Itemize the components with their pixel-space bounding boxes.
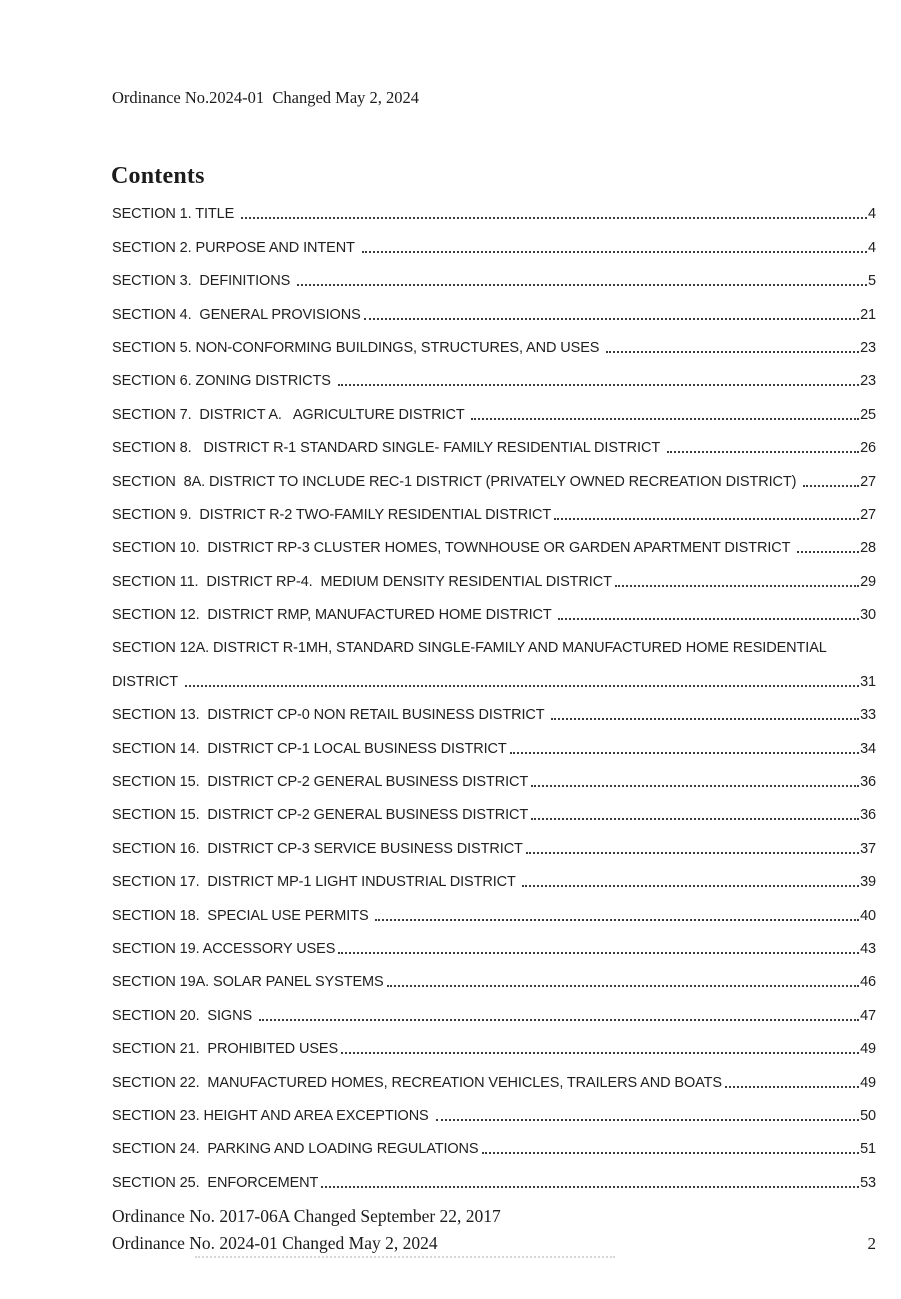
toc-dot-leader: [615, 585, 859, 587]
toc-entry-label: SECTION 5. NON-CONFORMING BUILDINGS, STRUCTURES, AND USES: [112, 339, 604, 356]
toc-entry-page-number: 34: [860, 740, 876, 757]
toc-entry: [112, 990, 876, 1023]
toc-entry-page-number: 4: [868, 206, 876, 223]
toc-entry: [112, 790, 876, 823]
table-of-contents: [112, 189, 876, 1191]
toc-entry: [112, 456, 876, 489]
toc-dot-leader: [341, 1052, 859, 1054]
toc-dot-leader: [667, 451, 859, 453]
toc-entry-label: SECTION 24. PARKING AND LOADING REGULATIONS: [112, 1141, 479, 1158]
footer-ordinance-line-2: Ordinance No. 2024-01 Changed May 2, 2024: [112, 1233, 438, 1253]
toc-entry: [112, 356, 876, 389]
toc-entry-label: SECTION 15. DISTRICT CP-2 GENERAL BUSINESS DISTRICT: [112, 807, 529, 824]
toc-entry-page-number: 51: [860, 1141, 876, 1158]
toc-entry-page-number: 23: [860, 373, 876, 390]
toc-entry-label: SECTION 14. DISTRICT CP-1 LOCAL BUSINESS DISTRICT: [112, 740, 507, 757]
toc-entry: [112, 1024, 876, 1057]
toc-dot-leader: [338, 952, 859, 954]
toc-entry-label: DISTRICT: [112, 673, 182, 690]
toc-entry-page-number: 37: [860, 840, 876, 857]
toc-entry-page-number: 27: [860, 473, 876, 490]
toc-entry-label: SECTION 4. GENERAL PROVISIONS: [112, 306, 361, 323]
toc-entry: [112, 957, 876, 990]
toc-entry-label: SECTION 8A. DISTRICT TO INCLUDE REC-1 DISTRICT (PRIVATELY OWNED RECREATION DISTRICT): [112, 473, 801, 490]
toc-dot-leader: [259, 1019, 859, 1021]
page-number: 2: [867, 1234, 876, 1253]
toc-entry-page-number: 39: [860, 874, 876, 891]
toc-entry: [112, 323, 876, 356]
toc-entry-label: SECTION 21. PROHIBITED USES: [112, 1041, 339, 1058]
toc-dot-leader: [606, 351, 859, 353]
toc-dot-leader: [531, 785, 859, 787]
toc-entry-page-number: 36: [860, 774, 876, 791]
toc-entry: [112, 590, 876, 623]
page-footer: [112, 1203, 876, 1257]
toc-entry-page-number: 29: [860, 573, 876, 590]
toc-entry: [112, 1057, 876, 1090]
header-ordinance-line: Ordinance No.2024-01 Changed May 2, 2024: [112, 88, 420, 107]
toc-dot-leader: [526, 852, 859, 854]
toc-entry-page-number: 53: [860, 1174, 876, 1191]
toc-entry: [112, 256, 876, 289]
toc-entry: [112, 757, 876, 790]
toc-entry-page-number: 27: [860, 506, 876, 523]
toc-dot-leader: [554, 518, 859, 520]
toc-entry: [112, 656, 876, 689]
toc-entry-label: SECTION 11. DISTRICT RP-4. MEDIUM DENSITY RESIDENTIAL DISTRICT: [112, 573, 612, 590]
toc-entry-label: SECTION 13. DISTRICT CP-0 NON RETAIL BUSINESS DISTRICT: [112, 707, 549, 724]
toc-dot-leader: [185, 685, 859, 687]
toc-entry-label: SECTION 23. HEIGHT AND AREA EXCEPTIONS: [112, 1107, 433, 1124]
toc-entry-label: SECTION 7. DISTRICT A. AGRICULTURE DISTRICT: [112, 406, 469, 423]
toc-entry-label: SECTION 10. DISTRICT RP-3 CLUSTER HOMES, TOWNHOUSE OR GARDEN APARTMENT DISTRICT: [112, 540, 795, 557]
toc-entry-page-number: 33: [860, 707, 876, 724]
toc-entry-label: SECTION 19A. SOLAR PANEL SYSTEMS: [112, 974, 384, 991]
toc-entry: [112, 556, 876, 589]
toc-entry: [112, 490, 876, 523]
toc-entry-label: SECTION 2. PURPOSE AND INTENT: [112, 239, 359, 256]
toc-entry-page-number: 26: [860, 440, 876, 457]
toc-dot-leader: [725, 1086, 859, 1088]
toc-dot-leader: [797, 551, 859, 553]
toc-entry: [112, 523, 876, 556]
toc-dot-leader: [321, 1186, 859, 1188]
toc-entry: [112, 1124, 876, 1157]
toc-dot-leader: [522, 885, 859, 887]
toc-entry-page-number: 49: [860, 1041, 876, 1058]
toc-dot-leader: [803, 485, 859, 487]
toc-entry: [112, 924, 876, 957]
toc-entry-page-number: 40: [860, 907, 876, 924]
toc-entry-label: SECTION 20. SIGNS: [112, 1007, 256, 1024]
toc-entry-page-number: 47: [860, 1007, 876, 1024]
toc-entry-label: SECTION 12. DISTRICT RMP, MANUFACTURED HOME DISTRICT: [112, 607, 556, 624]
toc-dot-leader: [364, 318, 859, 320]
toc-dot-leader: [297, 284, 867, 286]
toc-entry: [112, 423, 876, 456]
toc-entry-label: SECTION 3. DEFINITIONS: [112, 273, 295, 290]
toc-dot-leader: [241, 217, 867, 219]
toc-entry: [112, 1157, 876, 1190]
toc-entry-label: SECTION 16. DISTRICT CP-3 SERVICE BUSINESS DISTRICT: [112, 840, 523, 857]
toc-entry-label: SECTION 15. DISTRICT CP-2 GENERAL BUSINESS DISTRICT: [112, 774, 529, 791]
toc-entry-page-number: 46: [860, 974, 876, 991]
toc-dot-leader: [387, 985, 859, 987]
toc-entry: [112, 823, 876, 856]
contents-title: Contents: [111, 163, 205, 189]
toc-entry-page-number: 31: [860, 673, 876, 690]
toc-entry: [112, 857, 876, 890]
toc-entry-page-number: 23: [860, 339, 876, 356]
toc-dot-leader: [375, 919, 859, 921]
toc-entry-label: SECTION 1. TITLE: [112, 206, 239, 223]
toc-dot-leader: [510, 752, 859, 754]
toc-entry: [112, 690, 876, 723]
toc-dot-leader: [338, 384, 859, 386]
toc-entry: [112, 189, 876, 222]
toc-entry-page-number: 50: [860, 1107, 876, 1124]
toc-entry-label: SECTION 6. ZONING DISTRICTS: [112, 373, 335, 390]
footer-ordinance-lines: [112, 1203, 501, 1257]
toc-entry-label: SECTION 18. SPECIAL USE PERMITS: [112, 907, 373, 924]
scan-bleed-artifact: [195, 1256, 615, 1258]
toc-entry: [112, 289, 876, 322]
toc-entry-label: SECTION 9. DISTRICT R-2 TWO-FAMILY RESIDENTIAL DISTRICT: [112, 506, 552, 523]
toc-dot-leader: [551, 718, 859, 720]
toc-entry: [112, 890, 876, 923]
toc-entry: [112, 623, 876, 656]
toc-entry: [112, 222, 876, 255]
toc-entry-page-number: 21: [860, 306, 876, 323]
toc-dot-leader: [531, 818, 859, 820]
toc-entry-page-number: 49: [860, 1074, 876, 1091]
toc-entry-label: SECTION 8. DISTRICT R-1 STANDARD SINGLE- FAMILY RESIDENTIAL DISTRICT: [112, 440, 664, 457]
toc-entry: [112, 723, 876, 756]
toc-entry-page-number: 36: [860, 807, 876, 824]
toc-entry-page-number: 43: [860, 940, 876, 957]
toc-entry: [112, 389, 876, 422]
toc-entry-page-number: 5: [868, 273, 876, 290]
toc-dot-leader: [558, 618, 859, 620]
toc-dot-leader: [471, 418, 859, 420]
toc-entry-page-number: 28: [860, 540, 876, 557]
toc-entry-label: SECTION 17. DISTRICT MP-1 LIGHT INDUSTRIAL DISTRICT: [112, 874, 520, 891]
toc-entry-label: SECTION 19. ACCESSORY USES: [112, 940, 336, 957]
toc-entry: [112, 1091, 876, 1124]
toc-entry-label: SECTION 12A. DISTRICT R-1MH, STANDARD SINGLE-FAMILY AND MANUFACTURED HOME RESIDENTIAL: [112, 640, 827, 657]
footer-ordinance-line-1: Ordinance No. 2017-06A Changed September 22, 2017: [112, 1206, 501, 1226]
toc-entry-label: SECTION 25. ENFORCEMENT: [112, 1174, 319, 1191]
toc-entry-label: SECTION 22. MANUFACTURED HOMES, RECREATION VEHICLES, TRAILERS AND BOATS: [112, 1074, 722, 1091]
toc-dot-leader: [362, 251, 868, 253]
toc-entry-page-number: 4: [868, 239, 876, 256]
toc-entry-page-number: 30: [860, 607, 876, 624]
toc-dot-leader: [482, 1152, 860, 1154]
toc-dot-leader: [436, 1119, 860, 1121]
toc-entry-page-number: 25: [860, 406, 876, 423]
